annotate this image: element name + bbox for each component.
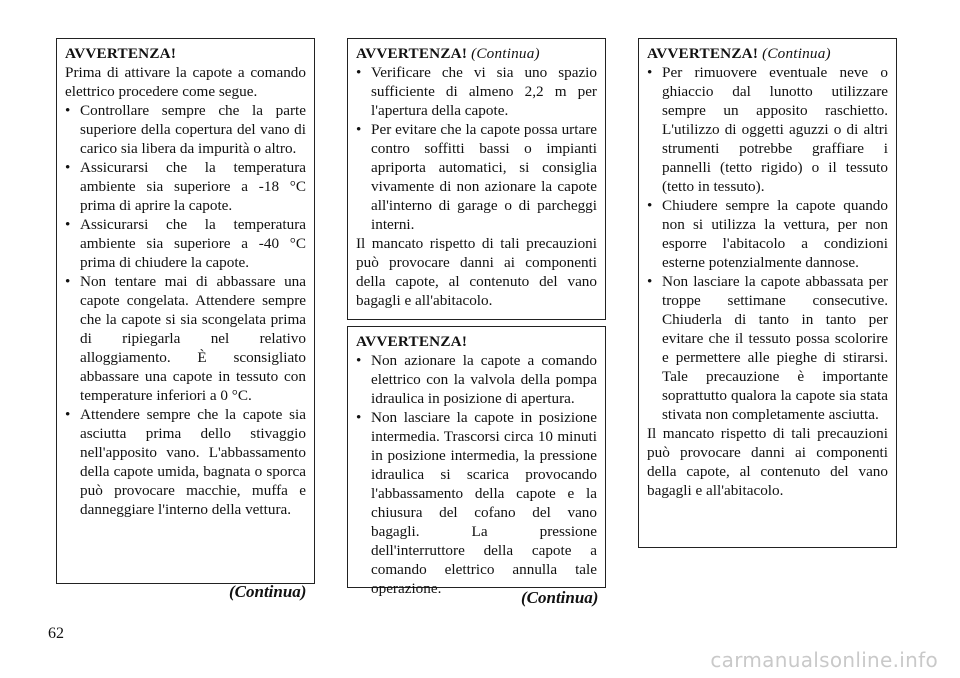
list-item: • Non lasciare la capote in posizione intermedia. Trascorsi circa 10 minuti in posizione intermedia, la pressione idraulica si scarica provocando l'abbassamento della capote e la chiusura del cofano del vano bagagli. La pressione dell'interruttore della capote a comando elettrico annulla tale operazione. xyxy=(356,408,597,598)
warning-list xyxy=(356,63,597,234)
warning-header: AVVERTENZA! (Continua) xyxy=(647,45,831,62)
warning-box-3 xyxy=(347,326,606,597)
list-item: • Non lasciare la capote abbassata per troppe settimane consecutive. Chiuderla di tanto in tanto per evitare che il tessuto possa scolorire e permettere alle pieghe di stirarsi. Tale precauzione è importante soprattutto qualora la capote sia stata stivata non completamente asciutta. xyxy=(647,272,888,424)
warning-box-1 xyxy=(56,38,315,584)
warning-box-4 xyxy=(638,38,897,548)
continue-marker: (Continua) xyxy=(762,45,831,62)
warning-header: AVVERTENZA! (Continua) xyxy=(356,45,540,62)
list-item: • Controllare sempre che la parte superiore della copertura del vano di carico sia libera da impurità o altro. xyxy=(65,101,306,158)
list-item: • Chiudere sempre la capote quando non si utilizza la vettura, per non esporre l'abitacolo a condizioni esterne potenzialmente dannose. xyxy=(647,196,888,272)
continue-marker: (Continua) xyxy=(471,45,540,62)
continue-label: (Continua) xyxy=(521,588,599,607)
list-item: • Assicurarsi che la temperatura ambiente sia superiore a -18 °C prima di aprire la capote. xyxy=(65,158,306,215)
warning-header: AVVERTENZA! xyxy=(65,45,177,62)
list-item: • Attendere sempre che la capote sia asciutta prima dello stivaggio nell'apposito vano. L'abbassamento della capote umida, bagnata o sporca può provocare macchie, muffa e danneggiare l'interno della vettura. xyxy=(65,405,306,519)
list-item: • Per rimuovere eventuale neve o ghiaccio dal lunotto utilizzare sempre un apposito raschietto. L'utilizzo di oggetti aguzzi o di altri strumenti potrebbe graffiare i pannelli (tetto rigido) o il tessuto (tetto in tessuto). xyxy=(647,63,888,196)
warning-header: AVVERTENZA! xyxy=(356,333,468,350)
list-item: • Non azionare la capote a comando elettrico con la valvola della pompa idraulica in posizione di apertura. xyxy=(356,351,597,408)
warning-list xyxy=(356,351,597,598)
warning-intro: Prima di attivare la capote a comando elettrico procedere come segue. xyxy=(65,64,306,100)
warning-list xyxy=(65,101,306,519)
warning-list xyxy=(647,63,888,424)
list-item: • Assicurarsi che la temperatura ambiente sia superiore a -40 °C prima di chiudere la capote. xyxy=(65,215,306,272)
continue-label: (Continua) xyxy=(229,582,307,601)
warning-footer: Il mancato rispetto di tali precauzioni può provocare danni ai componenti della capote, al contenuto del vano bagagli e all'abitacolo. xyxy=(356,235,597,309)
list-item: • Verificare che vi sia uno spazio sufficiente di almeno 2,2 m per l'apertura della capote. xyxy=(356,63,597,120)
page-number: 62 xyxy=(48,625,64,642)
list-item: • Per evitare che la capote possa urtare contro soffitti bassi o impianti apriporta automatici, si consiglia vivamente di non azionare la capote all'interno di garage o di parcheggi interni. xyxy=(356,120,597,234)
warning-footer: Il mancato rispetto di tali precauzioni può provocare danni ai componenti della capote, al contenuto del vano bagagli e all'abitacolo. xyxy=(647,425,888,499)
watermark: carmanualsonline.info xyxy=(710,648,938,672)
warning-box-2 xyxy=(347,38,606,320)
list-item: • Non tentare mai di abbassare una capote congelata. Attendere sempre che la capote si sia scongelata prima di ripiegarla nel relativo alloggiamento. È sconsigliato abbassare una capote in tessuto con temperature inferiori a 0 °C. xyxy=(65,272,306,405)
